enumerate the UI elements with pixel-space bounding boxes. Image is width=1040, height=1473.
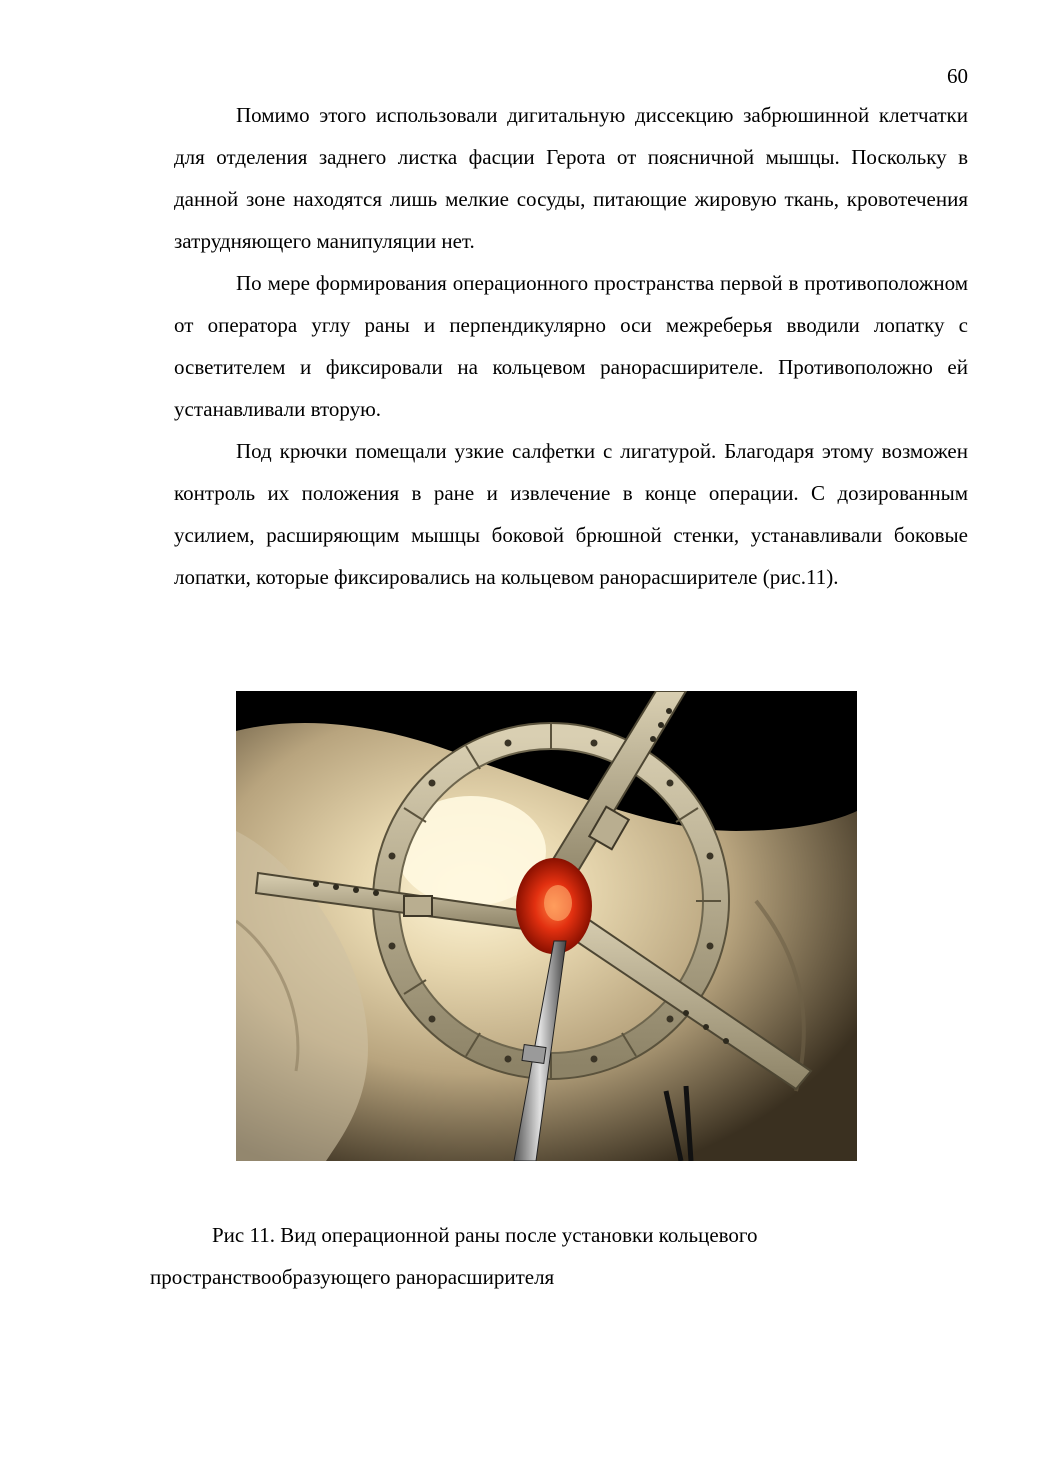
paragraph-2: По мере формирования операционного пространства первой в противоположном от оператора углу раны и перпендикулярно оси межреберья вводили лопатку с осветителем и фиксировали на кольцевом ранорасширителе. Противоположно ей устанавливали вторую. [174, 271, 968, 421]
figure-caption [150, 1214, 890, 1298]
page-number: 60 [947, 64, 968, 88]
caption-line-2: пространствообразующего ранорасширителя [150, 1265, 555, 1289]
body-text [174, 94, 968, 598]
paragraph-1: Помимо этого использовали дигитальную диссекцию забрюшинной клетчатки для отделения заднего листка фасции Герота от поясничной мышцы. Поскольку в данной зоне находятся лишь мелкие сосуды, питающие жировую ткань, кровотечения затрудняющего манипуляции нет. [174, 103, 968, 253]
blade-clamp [404, 896, 432, 916]
instrument-collar [522, 1045, 546, 1064]
wound-center [544, 885, 572, 921]
paragraph-3: Под крючки помещали узкие салфетки с лигатурой. Благодаря этому возможен контроль их положения в ране и извлечение в конце операции. С дозированным усилием, расширяющим мышцы боковой брюшной стенки, устанавливали боковые лопатки, которые фиксировались на кольцевом ранорасширителе (рис.11). [174, 439, 968, 589]
caption-line-1: Рис 11. Вид операционной раны после установки кольцевого [212, 1223, 758, 1247]
surgical-photo [236, 691, 857, 1161]
